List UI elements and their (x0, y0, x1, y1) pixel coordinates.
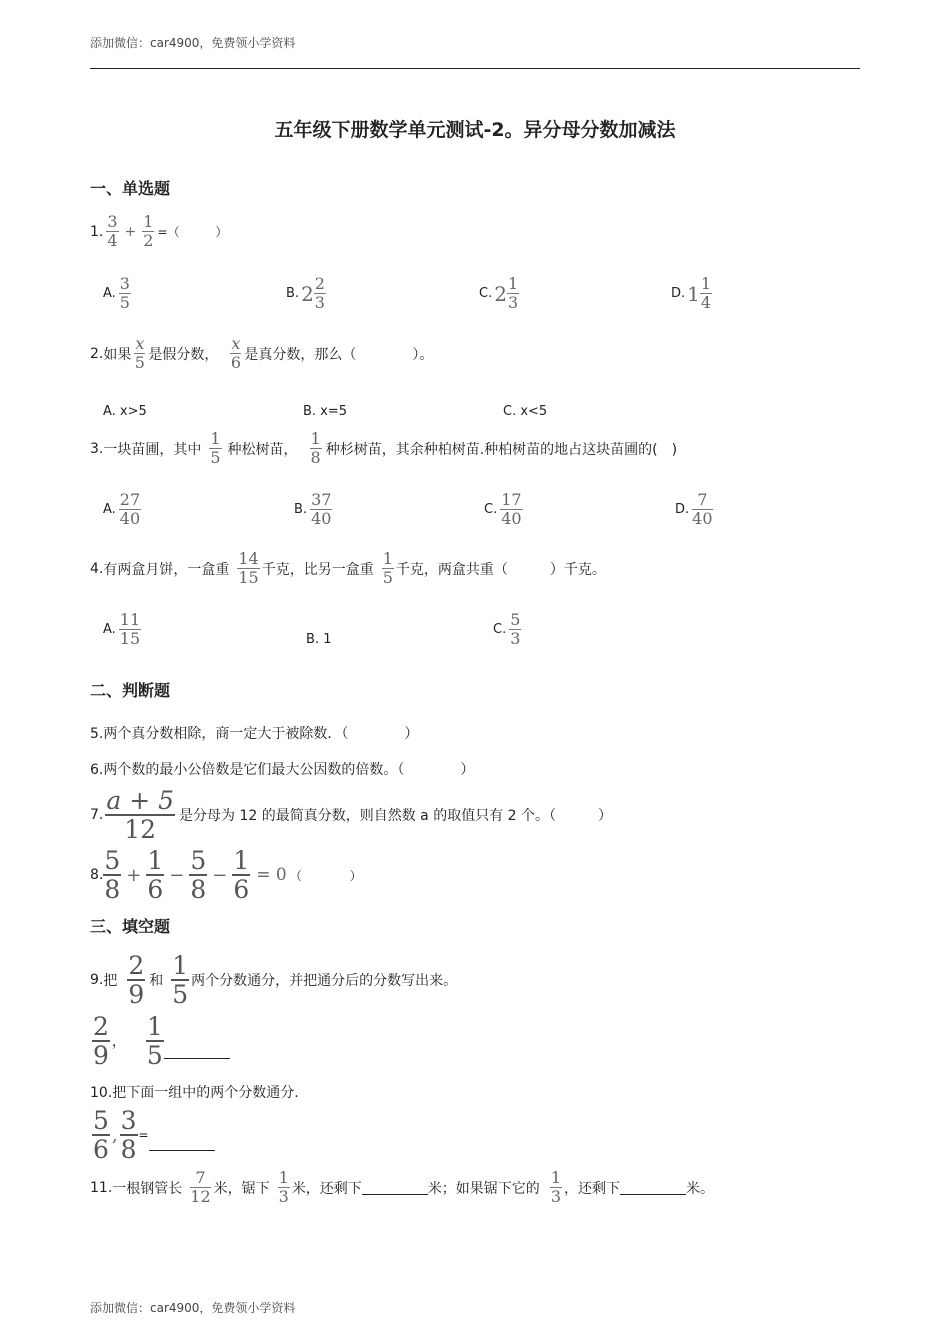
answer-blank[interactable] (149, 1136, 215, 1151)
answer-blank[interactable] (362, 1180, 428, 1195)
option-b[interactable]: B. 1 (306, 632, 332, 647)
fraction: 2 9 (93, 1012, 109, 1070)
question-11: 11. 一根钢管长 7 12 米，锯下 1 3 米，还剩下 米；如果锯下它的 1 3 ，还剩下 米。 (90, 1168, 714, 1206)
question-number: 1. (90, 223, 104, 240)
document-title: 五年级下册数学单元测试-2。异分母分数加减法 (274, 119, 676, 141)
question-8: 8. 5 8 + 1 6 − 5 8 − 1 6 = 0 （ ） (90, 846, 362, 904)
question-9: 9. 把 2 9 和 1 5 两个分数通分，并把通分后的分数写出来。 (90, 951, 458, 1009)
fraction: 11 15 (119, 610, 141, 648)
fraction: 17 40 (501, 490, 522, 528)
option-a[interactable]: A. 3 5 (103, 274, 130, 312)
fraction: 2 3 (314, 274, 325, 312)
header-rule (90, 68, 860, 69)
section-heading-fill-in: 三、填空题 (90, 917, 171, 936)
option-b[interactable]: B. 2 2 3 (286, 274, 325, 312)
fraction: 7 12 (190, 1168, 211, 1206)
fraction: 3 5 (119, 274, 130, 312)
option-c[interactable]: C. 5 3 (493, 610, 521, 648)
option-c[interactable]: C. 2 1 3 (479, 274, 519, 312)
fraction: 1 6 (233, 846, 250, 904)
question-1 (90, 214, 228, 249)
fraction: 1 5 (172, 951, 189, 1009)
section-heading-single-choice: 一、单选题 (90, 179, 171, 198)
option-a[interactable]: A. 11 15 (103, 610, 141, 648)
fraction: 1 3 (550, 1168, 561, 1206)
fraction: 2 9 (128, 951, 145, 1009)
fraction: 1 8 (310, 429, 321, 467)
option-d[interactable]: D. 7 40 (675, 490, 713, 528)
fraction: a + 5 12 (106, 786, 175, 844)
fraction: 1 3 (278, 1168, 289, 1206)
fraction: 1 4 (700, 274, 712, 312)
option-a[interactable]: A. x>5 (103, 404, 147, 419)
fraction: 14 15 (238, 549, 259, 587)
answer-blank[interactable] (164, 1044, 230, 1059)
question-3: 3. 一块苗圃，其中 1 5 种松树苗， 1 8 种杉树苗，其余种柏树苗.种柏树苗的地占这块苗圃的( ) (90, 429, 678, 467)
operator: + (124, 223, 137, 240)
page-footer-text: 添加微信：car4900，免费领小学资料 (90, 1301, 296, 1315)
question-tail: =（ ） (157, 225, 228, 239)
fraction: 1 5 (146, 1012, 163, 1070)
option-b[interactable]: B. 37 40 (294, 490, 332, 528)
fraction: 1 6 (147, 846, 164, 904)
fraction: 5 8 (104, 846, 121, 904)
page-header-text: 添加微信：car4900，免费领小学资料 (90, 36, 296, 50)
option-c[interactable]: C. 17 40 (484, 490, 522, 528)
fraction: 3 8 (120, 1106, 137, 1164)
option-c[interactable]: C. x<5 (503, 404, 548, 419)
fraction: 5 8 (190, 846, 207, 904)
question-10-fractions: 5 6 , 3 8 = (92, 1108, 215, 1162)
fraction: 5 6 (93, 1106, 109, 1164)
question-7: 7. a + 5 12 是分母为 12 的最简真分数，则自然数 a 的取值只有 2 个。（ ） (90, 786, 613, 844)
fraction: 1 3 (507, 274, 519, 312)
fraction: 1 2 (143, 212, 154, 250)
fraction: 37 40 (311, 490, 332, 528)
option-b[interactable]: B. x=5 (303, 404, 348, 419)
fraction: 1 5 (382, 549, 393, 587)
question-10: 10.把下面一组中的两个分数通分. (90, 1085, 299, 1101)
fraction: 3 4 (107, 212, 118, 250)
fraction: 1 5 (210, 429, 221, 467)
fraction: 7 40 (692, 490, 713, 528)
option-a[interactable]: A. 27 40 (103, 490, 141, 528)
section-heading-true-false: 二、判断题 (90, 681, 171, 700)
question-2: 2. 如果 x 5 是假分数， x 6 是真分数，那么（ ）。 (90, 334, 434, 372)
option-d[interactable]: D. 1 1 4 (671, 274, 712, 312)
question-5: 5.两个真分数相除，商一定大于被除数．（ ） (90, 726, 419, 742)
fraction: 27 40 (119, 490, 141, 528)
question-4: 4. 有两盒月饼，一盒重 14 15 千克，比另一盒重 1 5 千克，两盒共重（ ）千克。 (90, 549, 606, 587)
fraction: 5 3 (510, 610, 521, 648)
question-6: 6.两个数的最小公倍数是它们最大公因数的倍数。（ ） (90, 762, 475, 778)
question-9-answer: 2 9 ， 1 5 (92, 1014, 230, 1068)
fraction: x 5 (134, 334, 145, 372)
answer-blank[interactable] (620, 1180, 686, 1195)
fraction: x 6 (230, 334, 241, 372)
